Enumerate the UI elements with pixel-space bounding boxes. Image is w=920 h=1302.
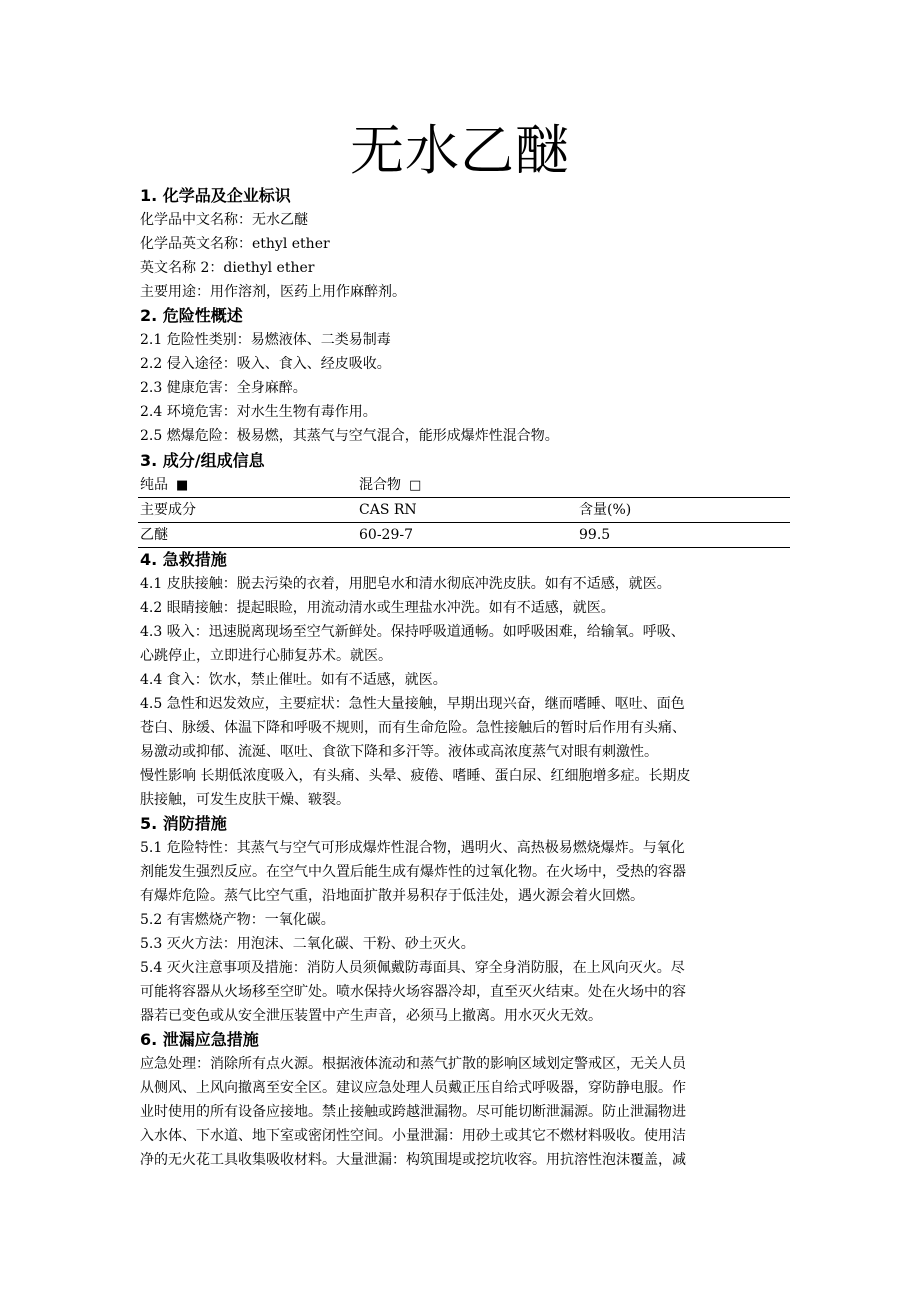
- s4-line: 4.4 食入：饮水，禁止催吐。如有不适感，就医。: [140, 672, 447, 688]
- s4-line: 4.2 眼睛接触：提起眼睑，用流动清水或生理盐水冲洗。如有不适感，就医。: [140, 600, 615, 616]
- s5-line: 5.3 灭火方法：用泡沫、二氧化碳、干粉、砂土灭火。: [140, 936, 475, 952]
- s5-line: 5.2 有害燃烧产物：一氧化碳。: [140, 912, 335, 928]
- table-header-content: 含量(%): [579, 502, 632, 518]
- empty-square-icon: □: [409, 478, 422, 493]
- s5-line: 可能将容器从火场移至空旷处。喷水保持火场容器冷却，直至灭火结束。处在火场中的容: [140, 984, 686, 1000]
- s6-line: 业时使用的所有设备应接地。禁止接触或跨越泄漏物。尽可能切断泄漏源。防止泄漏物进: [140, 1104, 686, 1120]
- filled-square-icon: ■: [176, 478, 189, 493]
- s4-line: 苍白、脉缓、体温下降和呼吸不规则，而有生命危险。急性接触后的暂时后作用有头痛、: [140, 720, 686, 736]
- s1-line: 化学品英文名称：ethyl ether: [140, 236, 330, 252]
- document-title: 无水乙醚: [350, 119, 570, 182]
- s4-line: 肤接触，可发生皮肤干燥、皲裂。: [140, 792, 350, 808]
- s5-line: 剂能发生强烈反应。在空气中久置后能生成有爆炸性的过氧化物。在火场中，受热的容器: [140, 864, 686, 880]
- s4-line: 4.1 皮肤接触：脱去污染的衣着，用肥皂水和清水彻底冲洗皮肤。如有不适感，就医。: [140, 576, 671, 592]
- table-header-rule: [138, 522, 790, 523]
- s1-line: 主要用途：用作溶剂，医药上用作麻醉剂。: [140, 284, 406, 300]
- s6-line: 净的无火花工具收集吸收材料。大量泄漏：构筑围堤或挖坑收容。用抗溶性泡沫覆盖，减: [140, 1152, 686, 1168]
- section-3-heading: 3. 成分/组成信息: [140, 451, 265, 470]
- s5-line: 有爆炸危险。蒸气比空气重，沿地面扩散并易积存于低洼处，遇火源会着火回燃。: [140, 888, 644, 904]
- mixture-label: 混合物: [359, 477, 401, 493]
- table-header-cas: CAS RN: [359, 502, 417, 518]
- section-5-heading: 5. 消防措施: [140, 814, 227, 833]
- s5-line: 5.4 灭火注意事项及措施：消防人员须佩戴防毒面具、穿全身消防服，在上风向灭火。尽: [140, 960, 685, 976]
- s2-line: 2.1 危险性类别：易燃液体、二类易制毒: [140, 332, 391, 348]
- s4-line: 易激动或抑郁、流涎、呕吐、食欲下降和多汗等。液体或高浓度蒸气对眼有刺激性。: [140, 744, 658, 760]
- section-2-heading: 2. 危险性概述: [140, 306, 243, 325]
- section-6-heading: 6. 泄漏应急措施: [140, 1030, 259, 1049]
- section-4-heading: 4. 急救措施: [140, 550, 227, 569]
- table-header-component: 主要成分: [140, 502, 196, 518]
- s2-line: 2.2 侵入途径：吸入、食入、经皮吸收。: [140, 356, 391, 372]
- s5-line: 器若已变色或从安全泄压装置中产生声音，必须马上撤离。用水灭火无效。: [140, 1008, 602, 1024]
- s2-line: 2.4 环境危害：对水生生物有毒作用。: [140, 404, 377, 420]
- pure-substance-option: [140, 473, 188, 498]
- s1-line: 化学品中文名称：无水乙醚: [140, 212, 308, 228]
- table-cell-component: 乙醚: [140, 527, 168, 543]
- s1-line: 英文名称 2：diethyl ether: [140, 260, 315, 276]
- s6-line: 应急处理：消除所有点火源。根据液体流动和蒸气扩散的影响区域划定警戒区，无关人员: [140, 1056, 686, 1072]
- s4-line: 心跳停止，立即进行心肺复苏术。就医。: [140, 648, 392, 664]
- s4-line: 4.5 急性和迟发效应，主要症状：急性大量接触，早期出现兴奋，继而嗜睡、呕吐、面色: [140, 696, 685, 712]
- s6-line: 入水体、下水道、地下室或密闭性空间。小量泄漏：用砂土或其它不燃材料吸收。使用洁: [140, 1128, 686, 1144]
- mixture-option: [359, 473, 421, 498]
- s6-line: 从侧风、上风向撤离至安全区。建议应急处理人员戴正压自给式呼吸器，穿防静电服。作: [140, 1080, 686, 1096]
- table-cell-cas: 60-29-7: [359, 527, 413, 543]
- pure-label: 纯品: [140, 477, 168, 493]
- table-bottom-rule: [138, 547, 790, 548]
- s2-line: 2.5 燃爆危险：极易燃，其蒸气与空气混合，能形成爆炸性混合物。: [140, 428, 559, 444]
- s4-line: 4.3 吸入：迅速脱离现场至空气新鲜处。保持呼吸道通畅。如呼吸困难，给输氧。呼吸、: [140, 624, 685, 640]
- s2-line: 2.3 健康危害：全身麻醉。: [140, 380, 307, 396]
- section-1-heading: 1. 化学品及企业标识: [140, 186, 291, 205]
- s5-line: 5.1 危险特性：其蒸气与空气可形成爆炸性混合物，遇明火、高热极易燃烧爆炸。与氧化: [140, 840, 685, 856]
- table-cell-content: 99.5: [579, 527, 611, 543]
- s4-line: 慢性影响 长期低浓度吸入，有头痛、头晕、疲倦、嗜睡、蛋白尿、红细胞增多症。长期皮: [140, 768, 691, 784]
- table-top-rule: [138, 497, 790, 498]
